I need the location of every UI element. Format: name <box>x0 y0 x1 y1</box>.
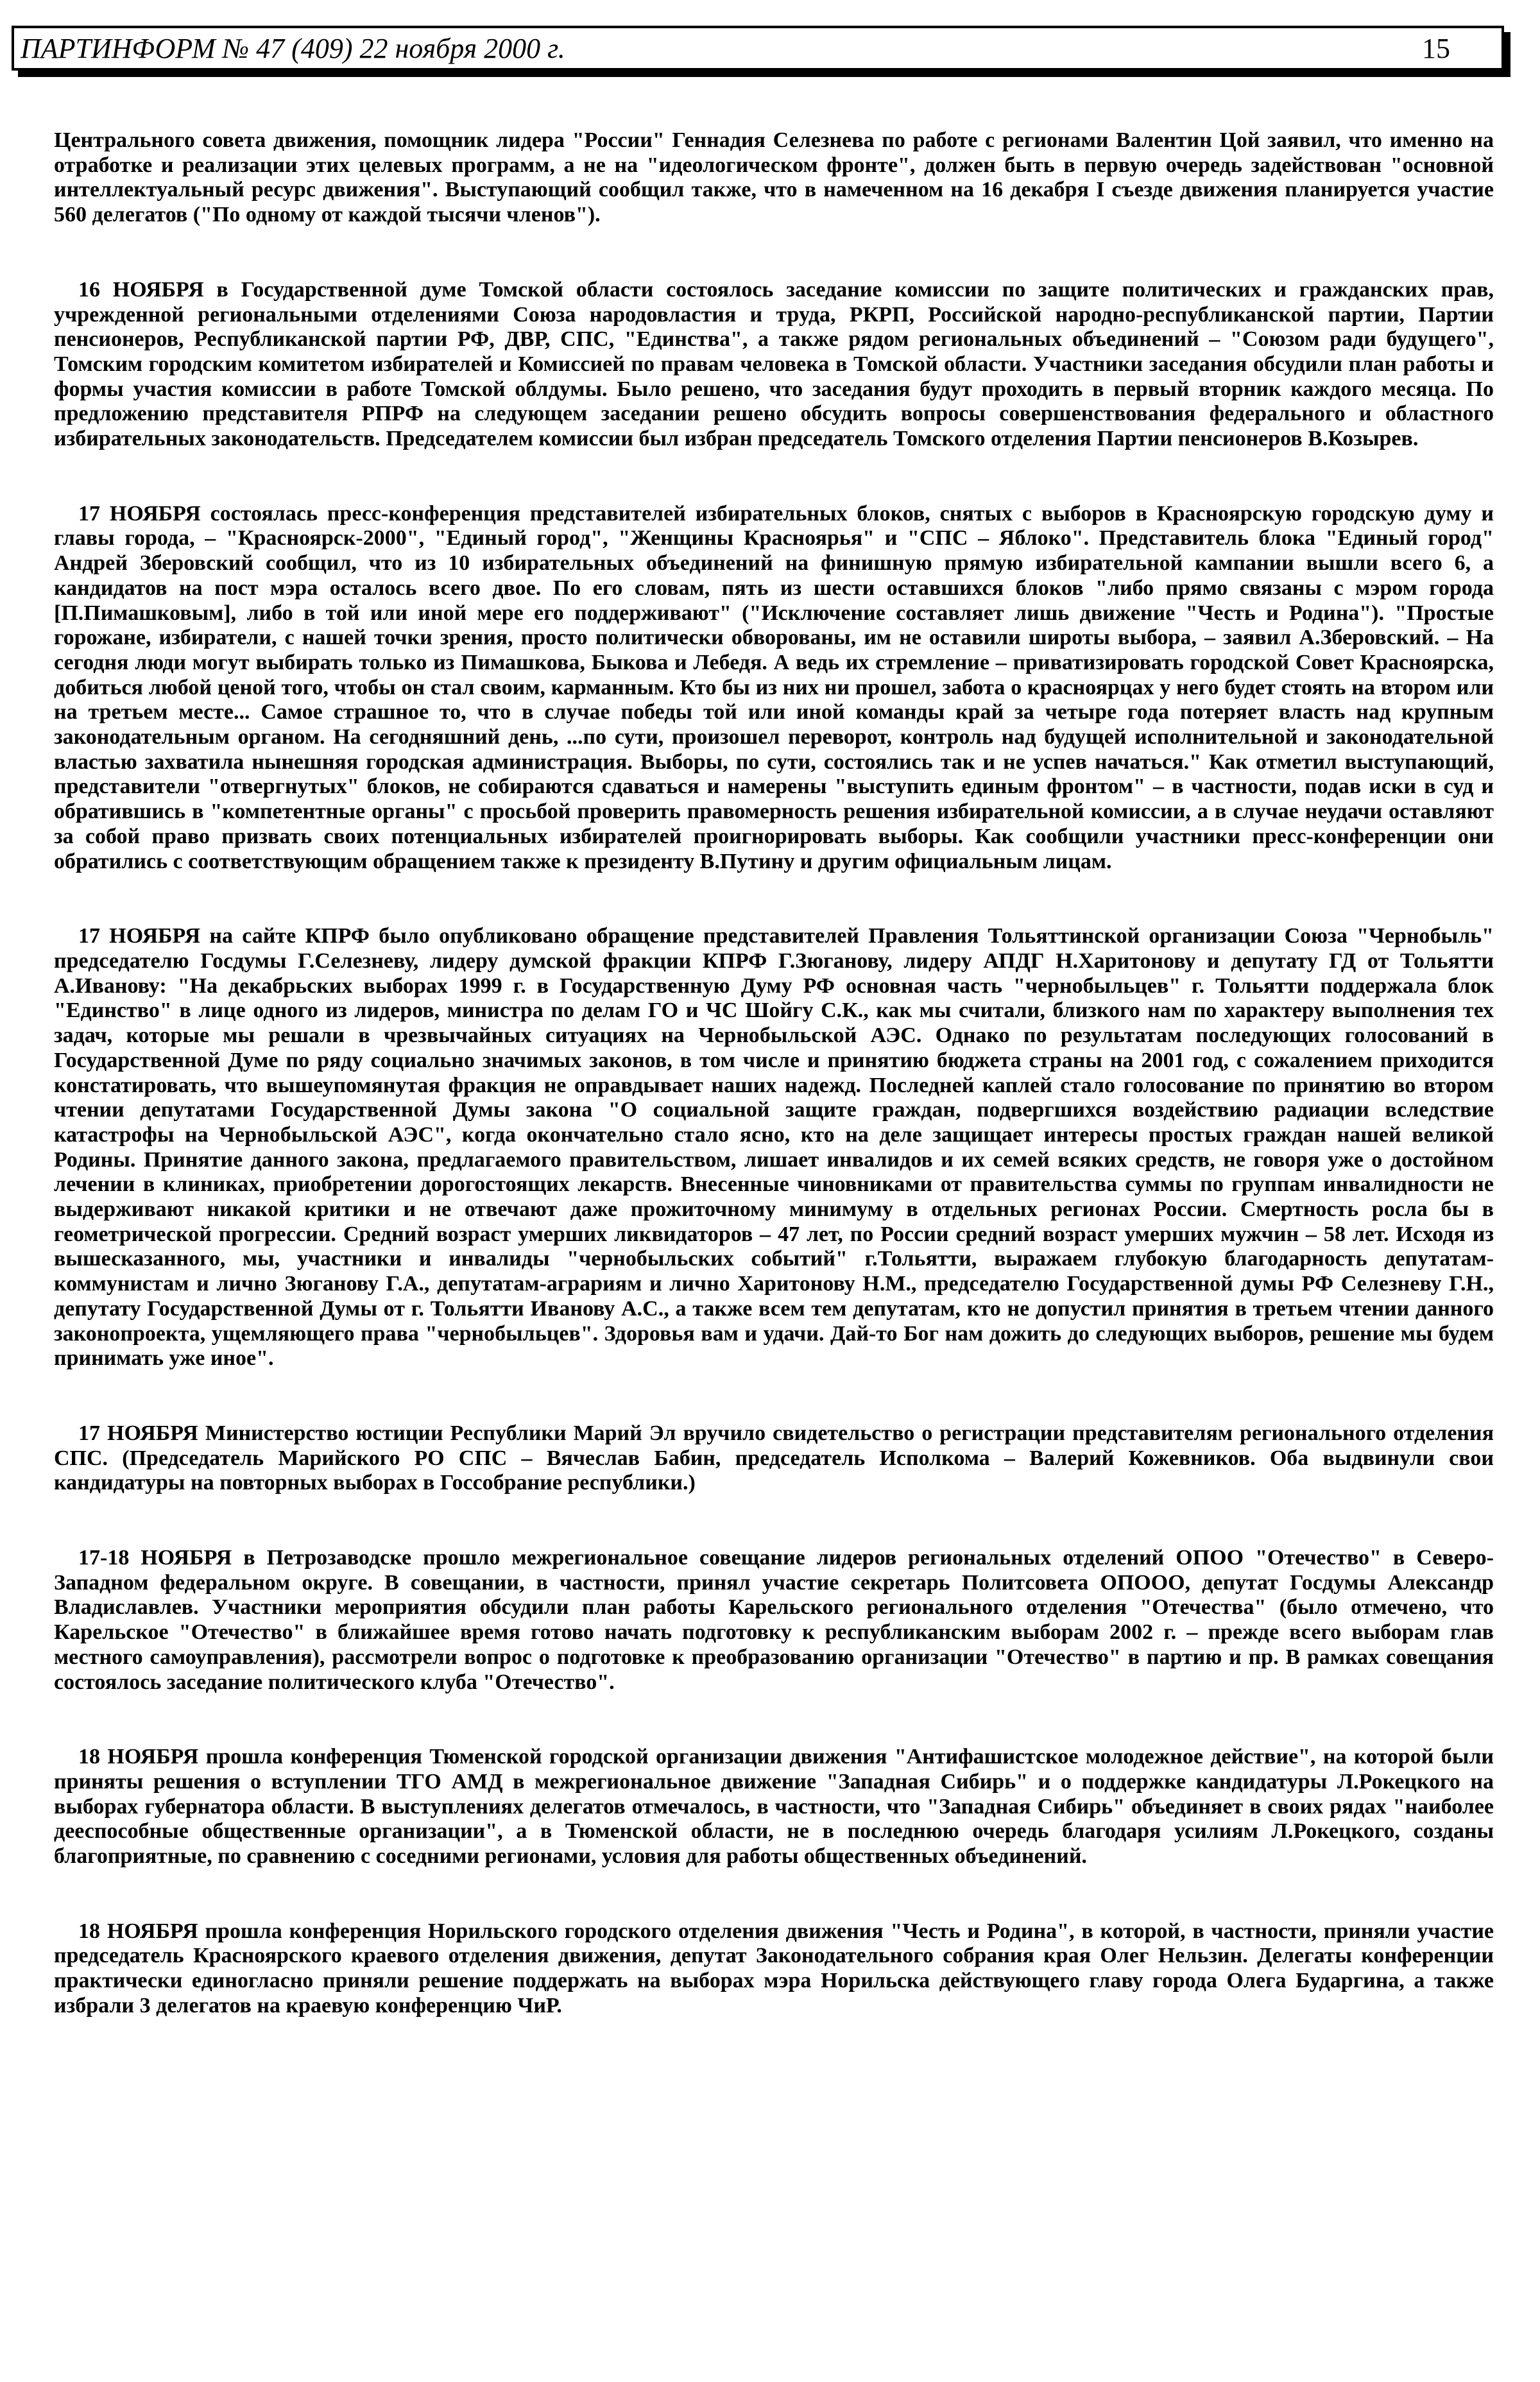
paragraph-petrozavodsk-meeting: 17-18 НОЯБРЯ в Петрозаводске прошло межрегиональное совещание лидеров региональных отделений ОПОО "Отечество" в Северо-Западном федеральном округе. В совещании, в частности, принял участие секретарь Политсовета ОПООО, депутат Госдумы Александр Владиславлев. Участники мероприятия обсудили план работы Карельского регионального отделения "Отечества" (было отмечено, что Карельское "Отечество" в ближайшее время готово начать подготовку к республиканским выборам 2002 г. – прежде всего выборам глав местного самоуправления), рассмотрели вопрос о подготовке к преобразованию организации "Отечество" в партию и пр. В рамках совещания состоялось заседание политического клуба "Отечество". <box>54 1546 1494 1694</box>
paragraph-norilsk-conference: 18 НОЯБРЯ прошла конференция Норильского городского отделения движения "Честь и Родина", в которой, в частности, приняли участие председатель Красноярского краевого отделения движения, депутат Законодательного собрания края Олег Нельзин. Делегаты конференции практически единогласно приняли решение поддержать на выборах мэра Норильска действующего главу города Олега Бударгина, а также избрали 3 делегатов на краевую конференцию ЧиР. <box>54 1919 1494 2018</box>
paragraph-tyumen-conference: 18 НОЯБРЯ прошла конференция Тюменской городской организации движения "Антифашистское молодежное действие", на которой были приняты решения о вступлении ТГО АМД в межрегиональное движение "Западная Сибирь" и о поддержке кандидатуры Л.Рокецкого на выборах губернатора области. В выступлениях делегатов отмечалось, в частности, что "Западная Сибирь" объединяет в своих рядах "наиболее дееспособные общественные организации", а в Тюменской области, не в последнюю очередь благодаря усилиям Л.Рокецкого, созданы благоприятные, по сравнению с соседними регионами, условия для работы общественных объединений. <box>54 1745 1494 1869</box>
publication-title: ПАРТИНФОРМ № 47 (409) 22 ноября 2000 г. <box>21 33 565 64</box>
paragraph-mari-el-sps: 17 НОЯБРЯ Министерство юстиции Республики Марий Эл вручило свидетельство о регистрации представителям регионального отделения СПС. (Председатель Марийского РО СПС – Вячеслав Бабин, председатель Исполкома – Валерий Кожевников. Оба выдвинули свои кандидатуры на повторных выборах в Госсобрание республики.) <box>54 1421 1494 1495</box>
page-number: 15 <box>1422 33 1450 64</box>
paragraph-tomsk-commission: 16 НОЯБРЯ в Государственной думе Томской области состоялось заседание комиссии по защите политических и гражданских прав, учрежденной региональными отделениями Союза народовластия и труда, РКРП, Российской народно-республиканской партии, Партии пенсионеров, Республиканской партии РФ, ДВР, СПС, "Единства", а также рядом региональных объединений – "Союзом ради будущего", Томским городским комитетом избирателей и Комиссией по правам человека в Томской области. Участники заседания обсудили план работы и формы участия комиссии в работе Томской облдумы. Было решено, что заседания будут проходить в первый вторник каждого месяца. По предложению представителя РПРФ на следующем заседании решено обсудить вопросы совершенствования федерального и областного избирательных законодательств. Председателем комиссии был избран председатель Томского отделения Партии пенсионеров В.Козырев. <box>54 277 1494 451</box>
paragraph-chernobyl-appeal: 17 НОЯБРЯ на сайте КПРФ было опубликовано обращение представителей Правления Тольяттинской организации Союза "Чернобыль" председателю Госдумы Г.Селезневу, лидеру думской фракции КПРФ Г.Зюганову, лидеру АПДГ Н.Харитонову и депутату ГД от Тольятти А.Иванову: "На декабрьских выборах 1999 г. в Государственную Думу РФ основная часть "чернобыльцев" г. Тольятти поддержала блок "Единство" в лице одного из лидеров, министра по делам ГО и ЧС Шойгу С.К., как мы считали, близкого нам по характеру выполнения тех задач, которые мы решали в чрезвычайных ситуациях на Чернобыльской АЭС. Однако по результатам последующих голосований в Государственной Думе по ряду социально значимых законов, в том числе и принятию бюджета страны на 2001 год, с сожалением приходится констатировать, что вышеупомянутая фракция не оправдывает наших надежд. Последней каплей стало голосование по принятию во втором чтении депутатами Государственной Думы закона "О социальной защите граждан, подвергшихся воздействию радиации вследствие катастрофы на Чернобыльской АЭС", когда окончательно стало ясно, кто на деле защищает интересы простых граждан нашей великой Родины. Принятие данного закона, предлагаемого правительством, лишает инвалидов и их семей всяких средств, не говоря уже о достойном лечении в клиниках, приобретении дорогостоящих лекарств. Внесенные чиновниками от правительства суммы по группам инвалидности не выдерживают никакой критики и не отвечают даже прожиточному минимуму в отдельных регионах России. Смертность росла бы в геометрической прогрессии. Средний возраст умерших ликвидаторов – 47 лет, по России средний возраст умерших мужчин – 58 лет. Исходя из вышесказанного, мы, участники и инвалиды "чернобыльских событий" г.Тольятти, выражаем глубокую благодарность депутатам-коммунистам и лично Зюганову Г.А., депутатам-аграриям и лично Харитонову Н.М., председателю Государственной думы РФ Селезневу Г.Н., депутату Государственной Думы от г. Тольятти Иванову А.С., а также всем тем депутатам, кто не допустил принятия в третьем чтении данного законопроекта, ущемляющего права "чернобыльцев". Здоровья вам и удачи. Дай-то Бог нам дожить до следующих выборов, решение мы будем принимать уже иное". <box>54 924 1494 1371</box>
page-header <box>12 26 1504 71</box>
paragraph-krasnoyarsk-press-conference: 17 НОЯБРЯ состоялась пресс-конференция представителей избирательных блоков, снятых с выборов в Красноярскую городскую думу и главы города, – "Красноярск-2000", "Единый город", "Женщины Красноярья" и "СПС – Яблоко". Представитель блока "Единый город" Андрей Зберовский сообщил, что из 10 избирательных объединений на финишную прямую избирательной кампании вышли всего 6, а кандидатов на пост мэра осталось всего двое. По его словам, пять из шести оставшихся блоков "либо прямо связаны с мэром города [П.Пимашковым], либо в той или иной мере его поддерживают" ("Исключение составляет лишь движение "Честь и Родина"). "Простые горожане, избиратели, с нашей точки зрения, просто политически обворованы, им не оставили широты выбора, – заявил А.Зберовский. – На сегодня люди могут выбирать только из Пимашкова, Быкова и Лебедя. А ведь их стремление – приватизировать городской Совет Красноярска, добиться любой ценой того, чтобы он стал своим, карманным. Кто бы из них ни прошел, забота о красноярцах у него будет стоять на втором или на третьем месте... Самое страшное то, что в случае победы той или иной команды край за четыре года потеряет власть над крупным законодательным органом. На сегодняшний день, ...по сути, произошел переворот, контроль над будущей исполнительной и законодательной властью захватила нынешняя городская администрация. Выборы, по сути, состоялись так и не успев начаться." Как отметил выступающий, представители "отвергнутых" блоков, не собираются сдаваться и намерены "выступить единым фронтом" – в частности, подав иски в суд и обратившись в "компетентные органы" с просьбой проверить правомерность решения избирательной комиссии, а в случае неудачи оставляют за собой право призвать своих потенциальных избирателей проигнорировать выборы. Как сообщили участники пресс-конференции они обратились с соответствующим обращением также к президенту В.Путину и другим официальным лицам. <box>54 501 1494 873</box>
article-body <box>54 128 1494 2069</box>
paragraph-continuation: Центрального совета движения, помощник лидера "России" Геннадия Селезнева по работе с регионами Валентин Цой заявил, что именно на отработке и реализации этих целевых программ, а не на "идеологическом фронте", должен быть в первую очередь задействован "основной интеллектуальный ресурс движения". Выступающий сообщил также, что в намеченном на 16 декабря I съезде движения планируется участие 560 делегатов ("По одному от каждой тысячи членов"). <box>54 128 1494 227</box>
